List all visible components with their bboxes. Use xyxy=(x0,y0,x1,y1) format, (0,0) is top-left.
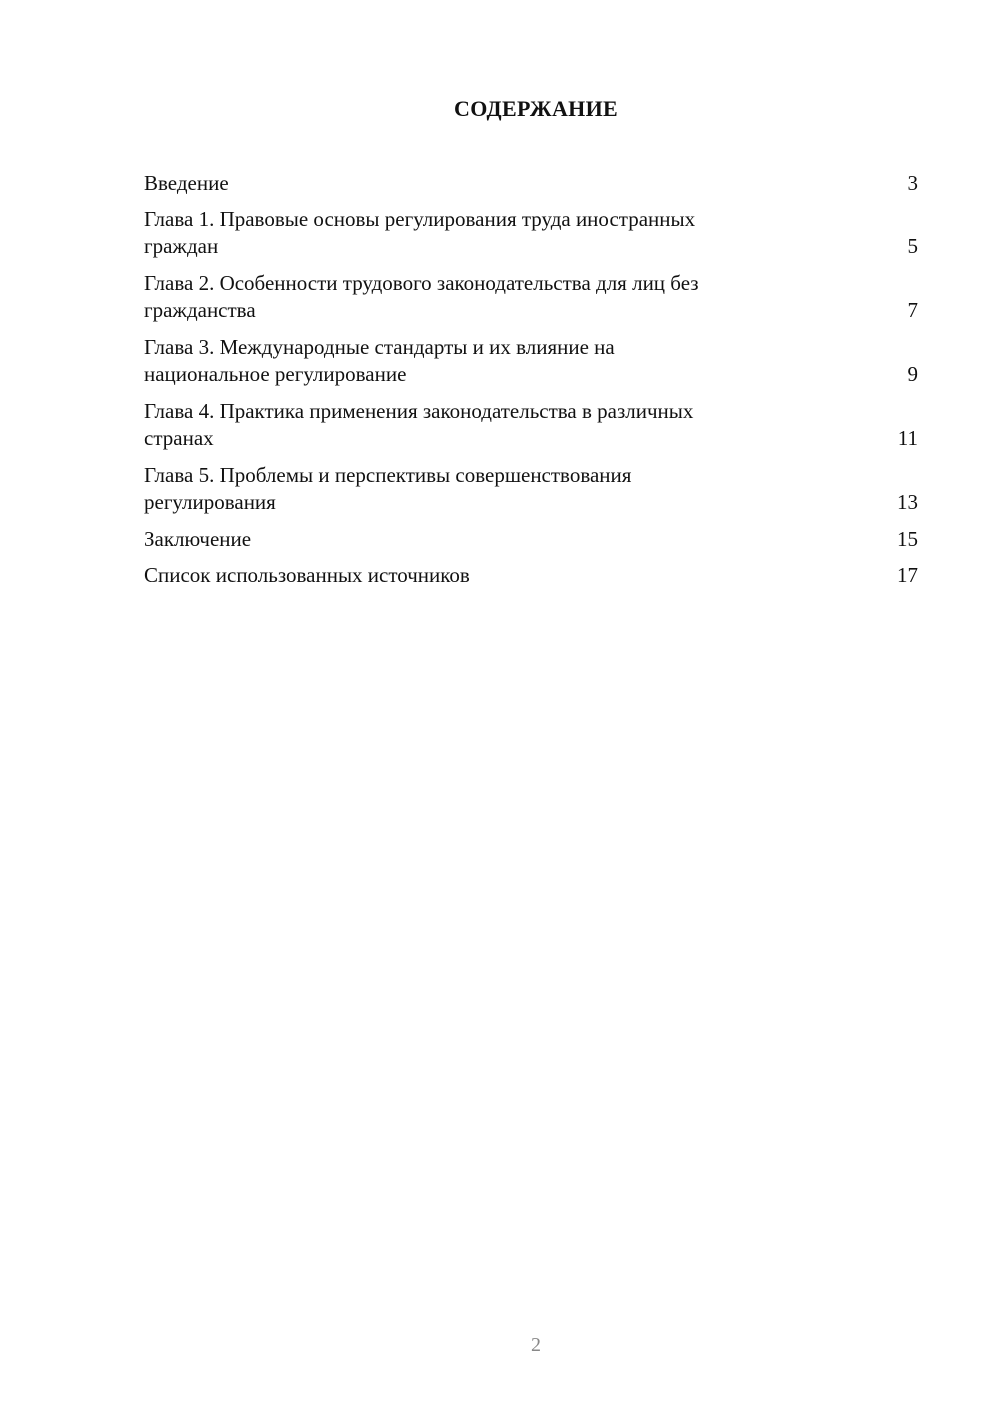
toc-entry-text: Глава 4. Практика применения законодательства в различных странах xyxy=(144,399,694,450)
toc-entry-page: 9 xyxy=(907,362,918,386)
toc-entry-text: Список использованных источников xyxy=(144,563,470,587)
toc-entry-page: 17 xyxy=(897,563,918,587)
toc-entry xyxy=(144,206,918,260)
toc-entry-page: 13 xyxy=(897,490,918,514)
toc-entry-text: Глава 2. Особенности трудового законодательства для лиц без гражданства xyxy=(144,271,699,322)
toc-entry xyxy=(144,398,918,452)
toc-entry xyxy=(144,526,918,553)
toc-entry-page: 11 xyxy=(897,426,918,450)
toc-entry-page: 15 xyxy=(897,527,918,551)
toc-entry-text: Глава 1. Правовые основы регулирования труда иностранных граждан xyxy=(144,207,696,258)
toc-entry-page: 7 xyxy=(907,298,918,322)
table-of-contents xyxy=(144,170,918,598)
toc-entry xyxy=(144,270,918,324)
toc-entry xyxy=(144,562,918,589)
toc-entry xyxy=(144,334,918,388)
toc-entry-text: Глава 3. Международные стандарты и их влияние на национальное регулирование xyxy=(144,335,615,386)
toc-entry-text: Глава 5. Проблемы и перспективы совершенствования регулирования xyxy=(144,463,632,514)
toc-entry xyxy=(144,462,918,516)
page-title: СОДЕРЖАНИЕ xyxy=(454,96,618,121)
page-number: 2 xyxy=(531,1334,541,1356)
toc-entry xyxy=(144,170,918,197)
toc-entry-page: 5 xyxy=(907,234,918,258)
toc-entry-page: 3 xyxy=(907,171,918,195)
toc-entry-text: Заключение xyxy=(144,527,252,551)
toc-entry-text: Введение xyxy=(144,171,229,195)
